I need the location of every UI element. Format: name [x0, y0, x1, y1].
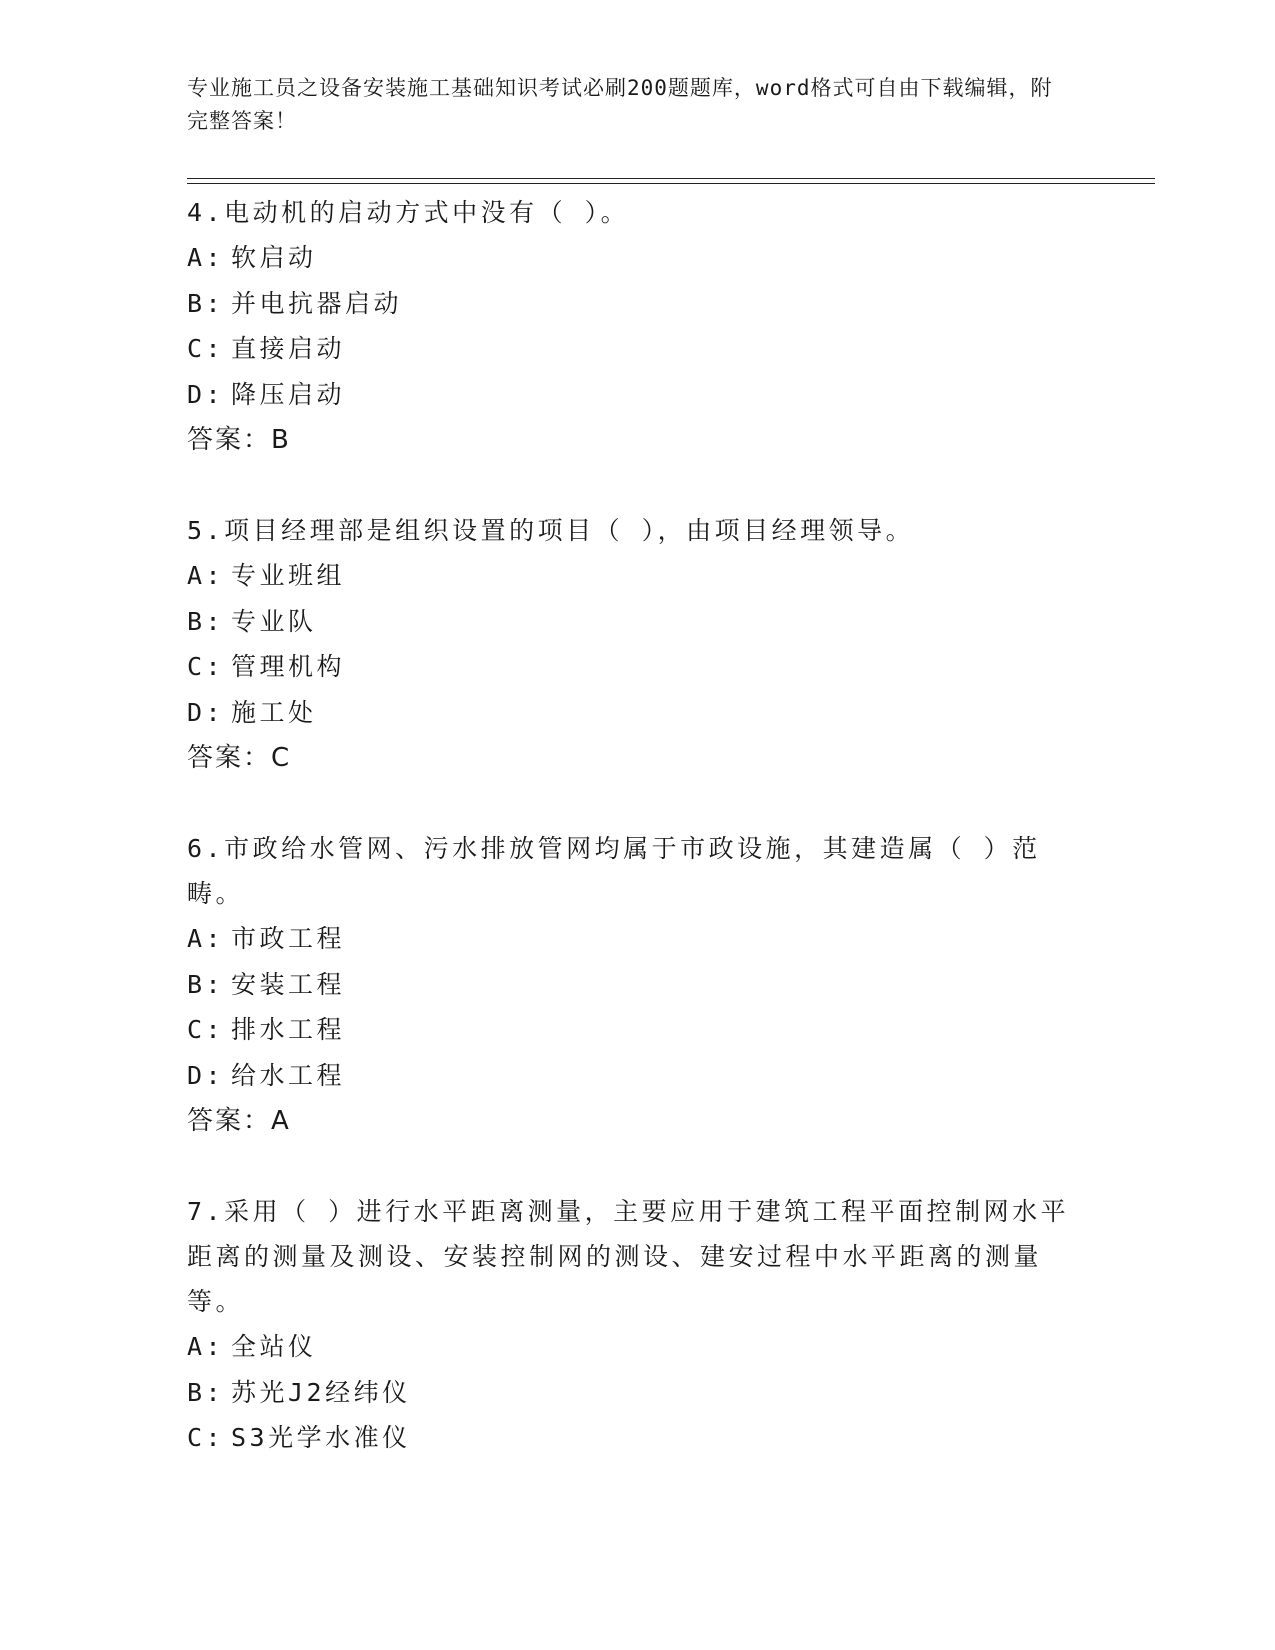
option-letter: B:: [187, 606, 225, 636]
question-option: [187, 962, 1087, 1008]
option-letter: A:: [187, 561, 225, 590]
option-text: 软启动: [231, 243, 317, 272]
question-stem: 7.采用（ ）进行水平距离测量，主要应用于建筑工程平面控制网水平距离的测量及测设、安装控制网的测设、建安过程中水平距离的测量等。: [187, 1197, 1070, 1316]
option-text: 排水工程: [231, 1015, 346, 1044]
option-text: 苏光J2经纬仪: [231, 1377, 411, 1407]
option-text: 管理机构: [231, 652, 346, 681]
question-option: [187, 690, 1087, 736]
question-option: [187, 644, 1087, 690]
question-option: [187, 916, 1087, 962]
question-option: [187, 1324, 1087, 1370]
option-text: 直接启动: [231, 334, 346, 363]
option-text: 专业班组: [231, 561, 346, 590]
question-option: [187, 235, 1087, 281]
option-letter: A:: [187, 924, 225, 953]
question-option: [187, 1370, 1087, 1416]
option-text: 降压启动: [231, 379, 346, 409]
option-letter: C:: [187, 334, 225, 363]
option-letter: C:: [187, 652, 225, 681]
question-stem: 4.电动机的启动方式中没有（ ）。: [187, 198, 630, 227]
option-text: 市政工程: [231, 924, 346, 953]
question-list: [187, 190, 1087, 1506]
question-option: [187, 553, 1087, 599]
question-answer: 答案：C: [187, 743, 292, 773]
question-stem: 5.项目经理部是组织设置的项目（ ），由项目经理领导。: [187, 516, 915, 545]
option-letter: A:: [187, 1332, 225, 1361]
option-text: 并电抗器启动: [231, 288, 403, 318]
question-option: [187, 1007, 1087, 1053]
option-letter: D:: [187, 379, 225, 409]
question-option: [187, 372, 1087, 418]
question-item: [187, 508, 1087, 781]
option-letter: C:: [187, 1423, 225, 1452]
option-text: 安装工程: [231, 969, 346, 999]
option-letter: B:: [187, 288, 225, 318]
question-stem: 6.市政给水管网、污水排放管网均属于市政设施，其建造属（ ）范畴。: [187, 834, 1041, 908]
option-text: 给水工程: [231, 1060, 346, 1090]
question-item: [187, 190, 1087, 463]
question-option: [187, 281, 1087, 327]
option-text: 施工处: [231, 697, 317, 727]
question-item: [187, 1189, 1087, 1461]
question-option: [187, 599, 1087, 645]
question-option: [187, 1053, 1087, 1099]
option-text: S3光学水准仪: [231, 1423, 411, 1452]
question-option: [187, 326, 1087, 372]
option-letter: D:: [187, 697, 225, 727]
option-text: 专业队: [231, 606, 317, 636]
question-item: [187, 826, 1087, 1144]
header-divider-top: [187, 178, 1155, 179]
option-letter: B:: [187, 969, 225, 999]
document-header: 专业施工员之设备安装施工基础知识考试必刷200题题库，word格式可自由下载编辑，附完整答案！: [187, 76, 1053, 133]
option-letter: D:: [187, 1060, 225, 1090]
option-letter: C:: [187, 1015, 225, 1044]
question-answer: 答案：B: [187, 425, 291, 455]
option-text: 全站仪: [231, 1332, 317, 1361]
header-divider-bottom: [187, 183, 1155, 184]
question-option: [187, 1415, 1087, 1461]
question-answer: 答案：A: [187, 1106, 291, 1136]
option-letter: A:: [187, 243, 225, 272]
option-letter: B:: [187, 1377, 225, 1407]
